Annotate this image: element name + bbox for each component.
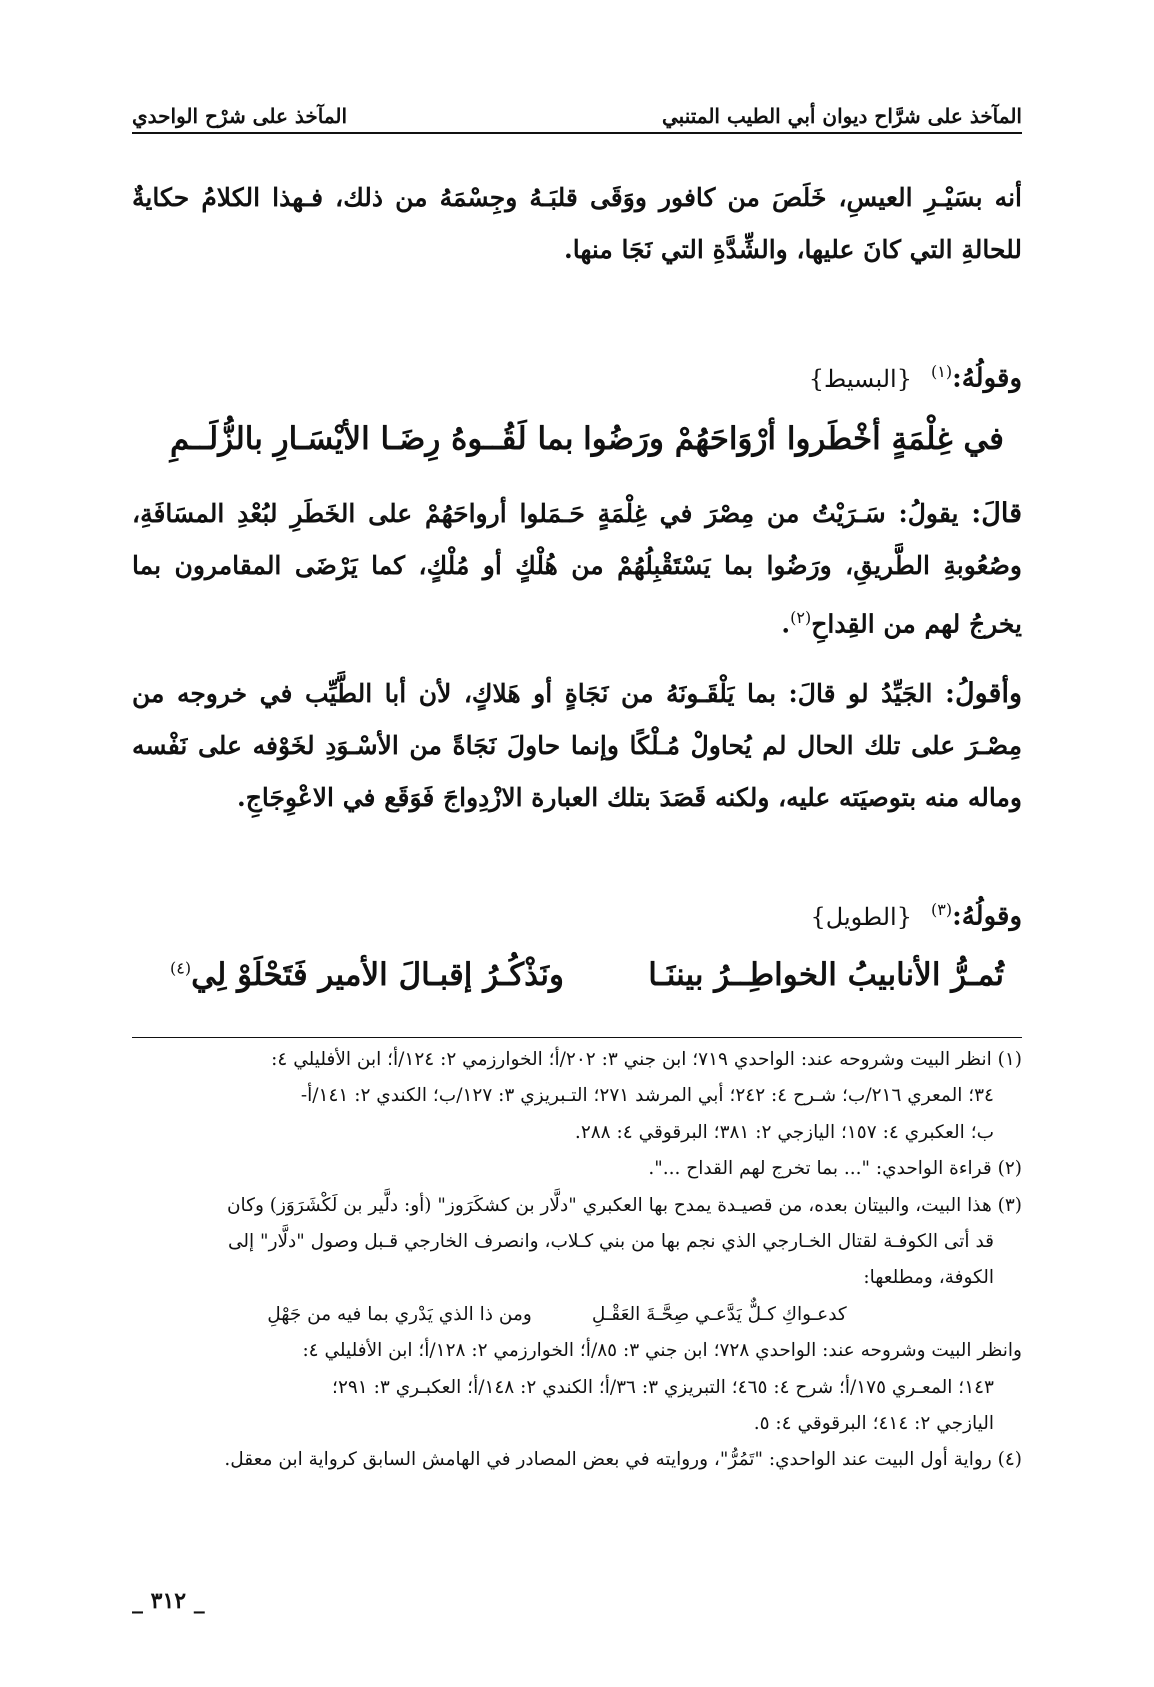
verse-2-second-hemistich (170, 957, 564, 993)
header-section-title: المآخذ على شرْح الواحدي (132, 104, 348, 128)
footnote-3-line-6: اليازجي ٢: ٤١٤؛ البرقوقي ٤: ٥. (753, 1413, 994, 1435)
footnote-ref-1: (١) (931, 362, 953, 381)
footnote-3-line-5: ١٤٣؛ المعـري ١٧٥/أ؛ شرح ٤: ٤٦٥؛ التبريزي ٣: ٣٦/أ؛ الكندي ٢: ١٤٨/أ؛ العكبـري ٣: ٢٩١؛ (332, 1376, 994, 1398)
running-header (132, 84, 1022, 128)
footnote-1-number: (١) (997, 1049, 1022, 1070)
footnote-ref-2: (٢) (790, 608, 812, 627)
footnote-2-number: (٢) (997, 1158, 1022, 1180)
paragraph-2-lead: قالَ: (971, 498, 1022, 529)
footnotes (132, 1042, 1022, 1479)
paragraph-2-text: يقولُ: سَـرَيْتُ من مِصْرَ في غِلْمَةٍ حَـمَلوا أرواحَهُمْ على الخَطَرِ لبُعْدِ المسَافَةِ، وصُعُوبةِ الطَّريقِ، ورَضُوا بما يَسْتَقْبِلُهُمْ من هُلْكٍ أو مُلْكٍ، كما يَرْضَى المقامرون بما يخرجُ لهم من القِداحِ (132, 499, 1022, 639)
footnote-4-text: رواية أول البيت عند الواحدي: "تَمُرُّ"، وروايته في بعض المصادر في الهامش السابق كرواية ابن معقل. (224, 1449, 992, 1471)
paragraph-3-lead: وأقولُ: (945, 678, 1022, 709)
verse-1-second-hemistich: بما لَقُــوهُ رِضَـا الأيْسَـارِ بالزُّلَــمِ (170, 421, 574, 457)
footnote-4-number: (٤) (997, 1449, 1022, 1471)
verse-2-first-hemistich: تُمـرُّ الأنابيبُ الخواطِــرُ بيننَـا (648, 957, 1004, 993)
footnote-1 (132, 1042, 1022, 1078)
footnote-3 (132, 1188, 1022, 1224)
footnote-3-line-3: الكوفة، ومطلعها: (863, 1267, 994, 1289)
footnote-separator (132, 1037, 1022, 1038)
footnote-1-line-2: ٣٤؛ المعري ٢١٦/ب؛ شـرح ٤: ٢٤٢؛ أبي المرشد ٢٧١؛ التـبريزي ٣: ١٢٧/ب؛ الكندي ٢: ١٤١/أ- (300, 1085, 994, 1107)
paragraph-3 (132, 668, 1022, 824)
footnote-3-verse (132, 1297, 1022, 1333)
verse-2-intro (132, 900, 1022, 932)
footnote-3-line-4: وانظر البيت وشروحه عند: الواحدي ٧٢٨؛ ابن جني ٣: ٨٥/أ؛ الخوارزمي ٢: ١٢٨/أ؛ ابن الأفليلي ٤: (302, 1340, 1022, 1362)
paragraph-2 (132, 488, 1022, 650)
footnote-4 (132, 1442, 1022, 1478)
footnote-3-number: (٣) (997, 1194, 1022, 1216)
footnote-3-verse-first: كدعـواكِ كـلٌّ يَدَّعـي صِحَّـةَ العَقْـلِ (591, 1303, 847, 1325)
footnote-3-line-1: هذا البيت، والبيتان بعده، من قصيـدة يمدح بها العكبري "دلَّار بن كشكَرَوز" (أو: دلَّير بن لَكْشَرَوَز) وكان (226, 1194, 992, 1216)
paragraph-2-end: . (781, 609, 791, 639)
header-book-title: المآخذ على شرَّاح ديوان أبي الطيب المتنبي (662, 104, 1022, 128)
verse-2-intro-label: وقولُهُ: (952, 901, 1022, 932)
footnote-1-line-3: ب؛ العكبري ٤: ١٥٧؛ اليازجي ٢: ٣٨١؛ البرقوقي ٤: ٢٨٨. (574, 1121, 994, 1143)
verse-2 (170, 950, 1004, 1000)
footnote-2 (132, 1151, 1022, 1187)
verse-1-intro-label: وقولُهُ: (952, 363, 1022, 394)
verse-2-meter: {الطويل} (810, 902, 912, 931)
verse-1-first-hemistich: في غِلْمَةٍ أخْطَروا أرْوَاحَهُمْ ورَضُوا (583, 421, 1004, 457)
footnote-1-line-1: انظر البيت وشروحه عند: الواحدي ٧١٩؛ ابن جني ٣: ٢٠٢/أ؛ الخوارزمي ٢: ١٢٤/أ؛ ابن الأفليلي ٤: (271, 1049, 992, 1070)
footnote-3-verse-second: ومن ذا الذي يَدْري بما فيه من جَهْلِ (267, 1303, 532, 1325)
paragraph-1: أنه بسَيْـرِ العيسِ، خَلَصَ من كافور ووَقَى قلبَـهُ وجِسْمَهُ من ذلك، فـهذا الكلامُ حكايةٌ للحالةِ التي كانَ عليها، والشِّدَّةِ التي نَجَا منها. (132, 183, 1022, 264)
verse-1 (170, 414, 1004, 464)
paragraph-3-text: الجَيِّدُ لو قالَ: بما يَلْقَـونَهُ من نَجَاةٍ أو هَلاكٍ، لأن أبا الطَّيِّب في خروجه من مِصْـرَ على تلك الحال لم يُحاولْ مُـلْكًا وإنما حاولَ نَجَاةً من الأسْـوَدِ لخَوْفه على نَفْسه وماله منه بتوصيَته عليه، ولكنه قَصَدَ بتلك العبارة الازْدِواجَ فَوَقَع في الاعْوِجَاجِ. (132, 679, 1022, 812)
header-rule (132, 132, 1022, 134)
footnote-ref-3: (٣) (931, 900, 953, 919)
footnote-2-text: قراءة الواحدي: "... بما تخرج لهم القداح ...". (648, 1158, 992, 1180)
footnote-ref-4: (٤) (170, 958, 192, 978)
page-number: _ ٣١٢ _ (132, 1588, 205, 1614)
verse-2-second-text: ونَذْكُـرُ إقبـالَ الأمير فَتَحْلَوْ لِي (191, 957, 565, 993)
verse-1-meter: {البسيط} (808, 364, 912, 393)
footnote-3-line-2: قد أتى الكوفـة لقتال الخـارجي الذي نجم بها من بني كـلاب، وانصرف الخارجي قـبل وصول "دلَّار" إلى (227, 1231, 994, 1253)
verse-1-intro (132, 362, 1022, 394)
